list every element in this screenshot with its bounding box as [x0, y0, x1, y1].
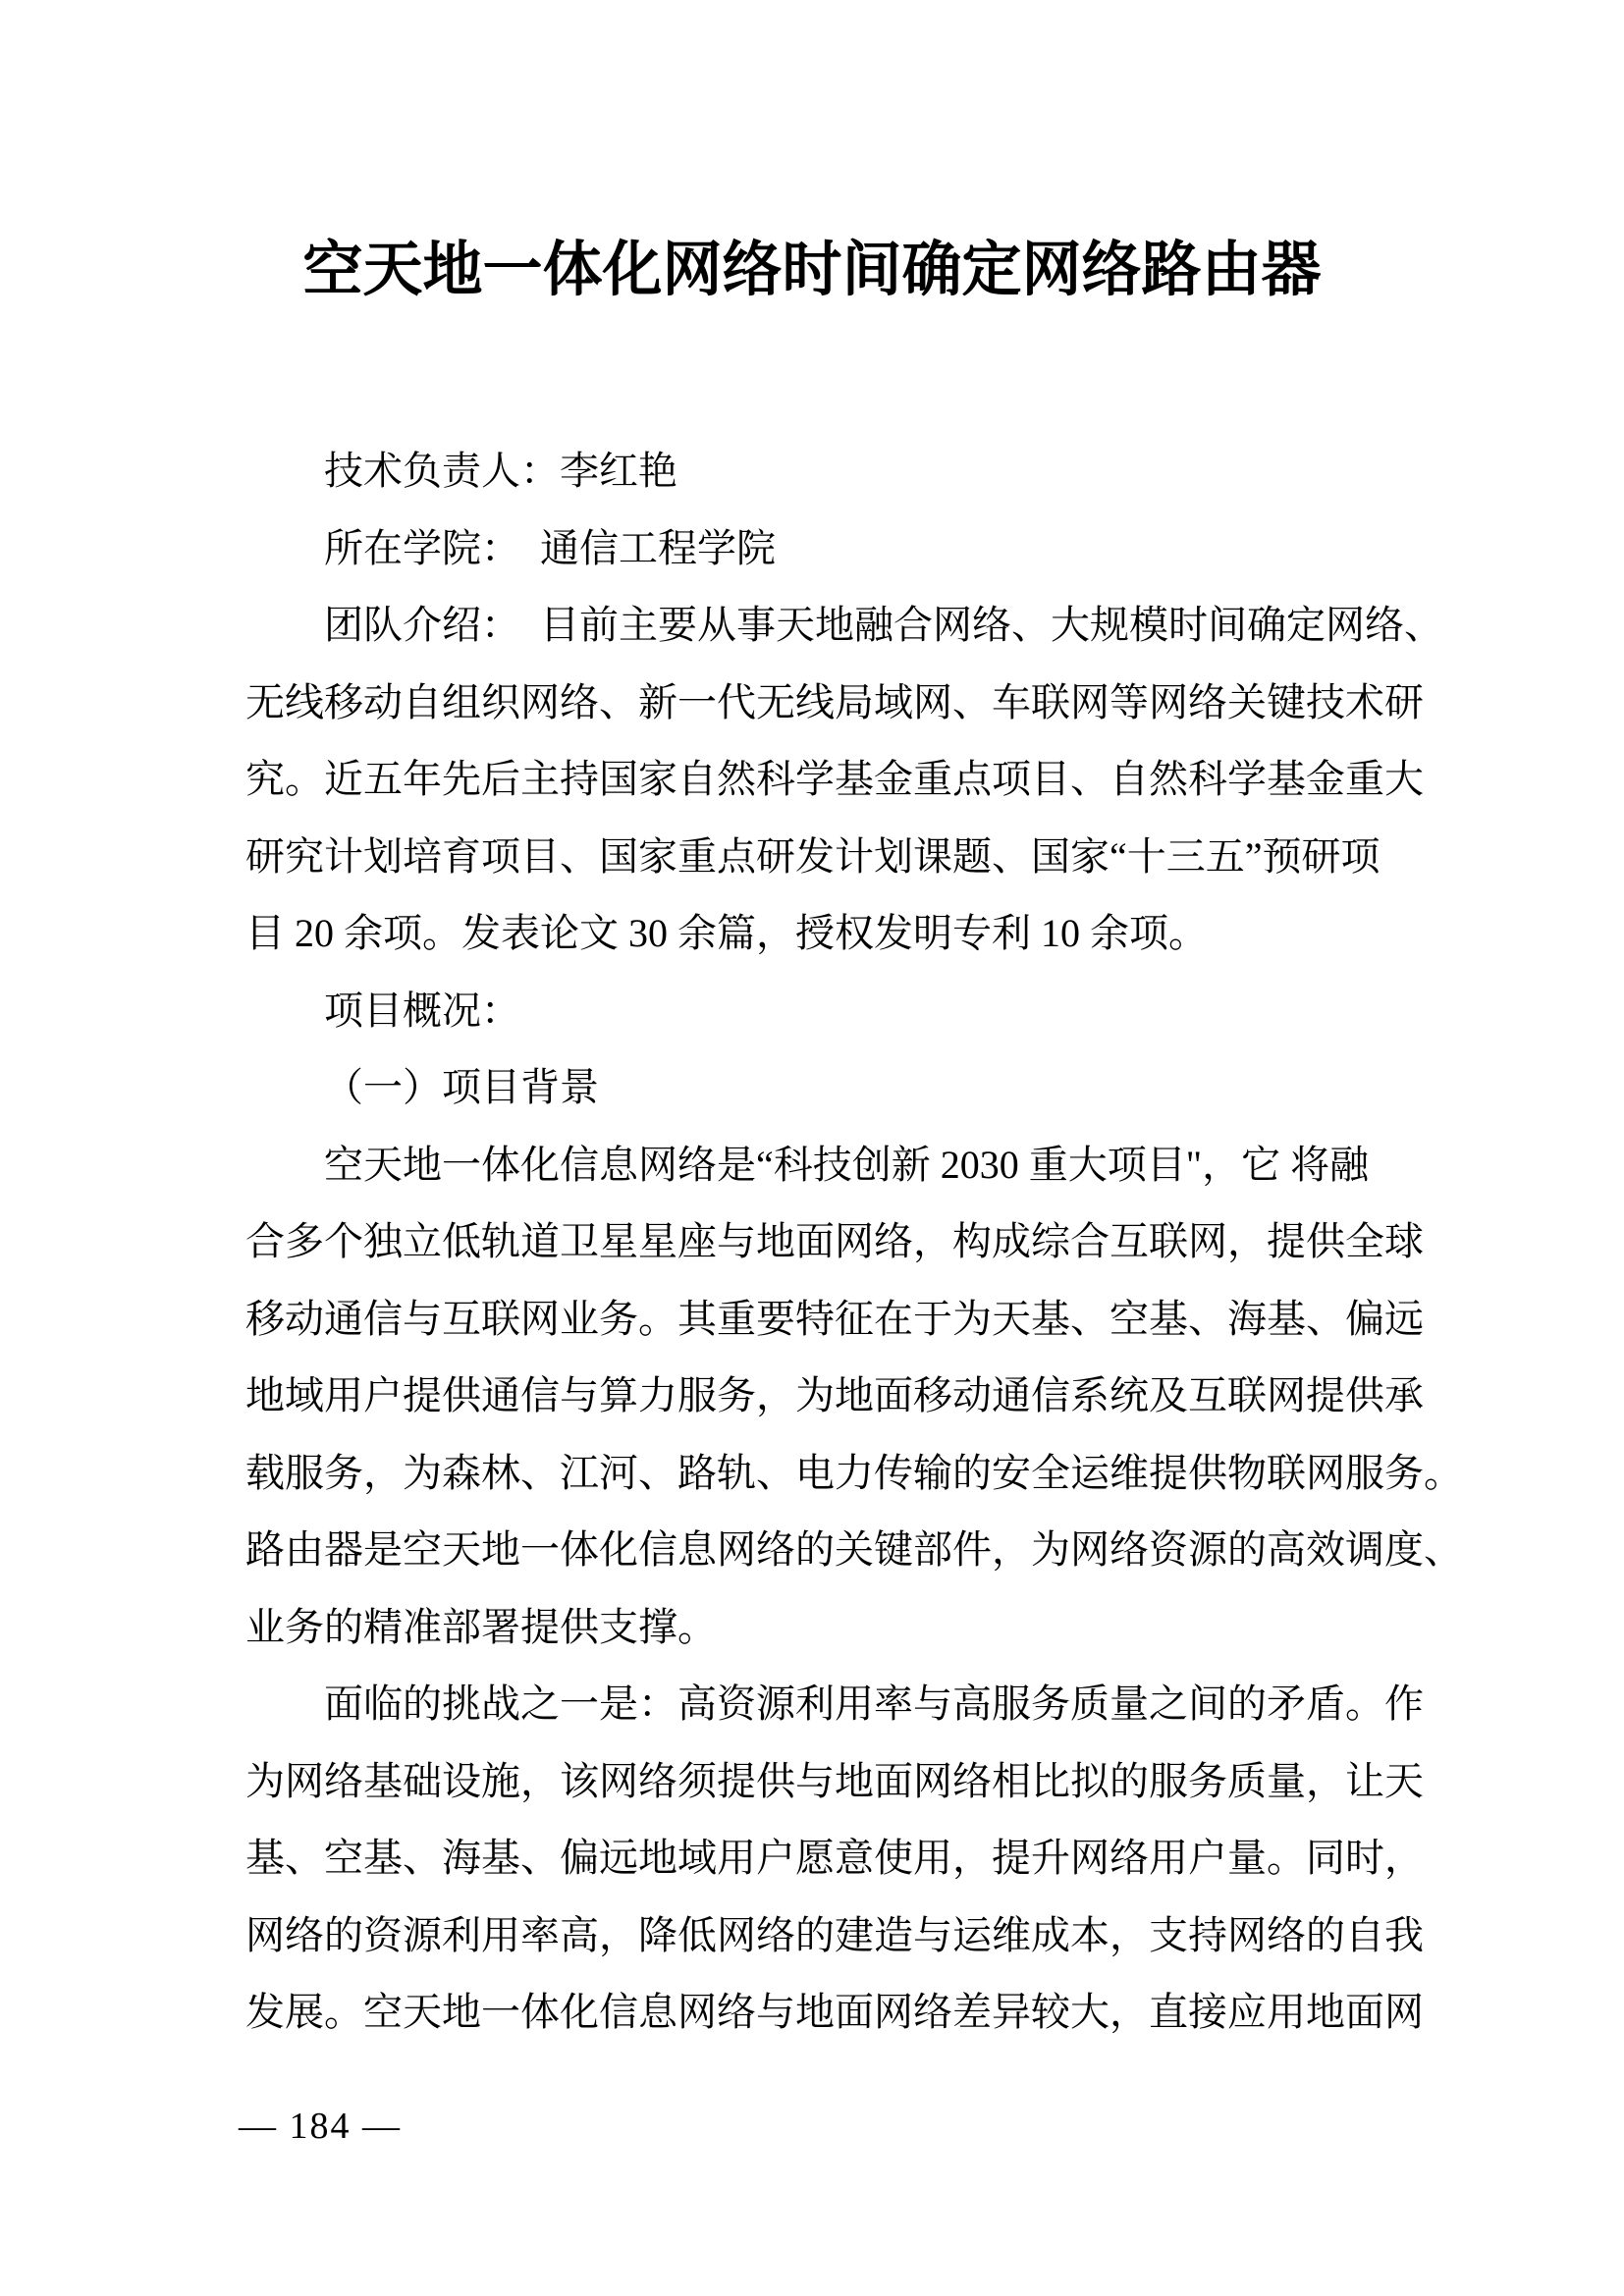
body-line: 目 20 余项。发表论文 30 余篇，授权发明专利 10 余项。 — [245, 911, 1208, 955]
body-line: 发展。空天地一体化信息网络与地面网络差异较大，直接应用地面网 — [245, 1990, 1424, 2034]
body-line: 地域用户提供通信与算力服务，为地面移动通信系统及互联网提供承 — [245, 1373, 1424, 1417]
body-line: 为网络基础设施，该网络须提供与地面网络相比拟的服务质量，让天 — [245, 1758, 1424, 1803]
body-line: 载服务，为森林、江河、路轨、电力传输的安全运维提供物联网服务。 — [245, 1450, 1463, 1495]
body-line: 路由器是空天地一体化信息网络的关键部件，为网络资源的高效调度、 — [245, 1527, 1463, 1572]
body-line: 移动通信与互联网业务。其重要特征在于为天基、空基、海基、偏远 — [245, 1296, 1424, 1341]
body-line: 合多个独立低轨道卫星星座与地面网络，构成综合互联网，提供全球 — [245, 1219, 1424, 1263]
body-line: 项目概况： — [324, 988, 520, 1033]
body-line: 研究计划培育项目、国家重点研发计划课题、国家“十三五”预研项 — [245, 833, 1380, 879]
body-line: 无线移动自组织网络、新一代无线局域网、车联网等网络关键技术研 — [245, 679, 1424, 724]
body-line: 网络的资源利用率高，降低网络的建造与运维成本，支持网络的自我 — [245, 1912, 1424, 1957]
body-line: 空天地一体化信息网络是“科技创新 2030 重大项目"，它 将融 — [324, 1142, 1370, 1187]
body-line: 业务的精准部署提供支撑。 — [245, 1604, 717, 1649]
document-title: 空天地一体化网络时间确定网络路由器 — [302, 238, 1322, 303]
body-line: 究。近五年先后主持国家自然科学基金重点项目、自然科学基金重大 — [245, 757, 1424, 801]
document-body — [245, 433, 1463, 2052]
body-line: 面临的挑战之一是：高资源利用率与高服务质量之间的矛盾。作 — [324, 1682, 1424, 1726]
page-number: — 184 — — [239, 2106, 402, 2147]
body-line: 技术负责人：李红艳 — [324, 449, 677, 493]
body-line: （一）项目背景 — [324, 1065, 599, 1109]
body-line: 所在学院： 通信工程学院 — [324, 525, 776, 570]
body-line: 团队介绍： 目前主要从事天地融合网络、大规模时间确定网络、 — [324, 603, 1443, 647]
body-line: 基、空基、海基、偏远地域用户愿意使用，提升网络用户量。同时， — [245, 1836, 1424, 1880]
